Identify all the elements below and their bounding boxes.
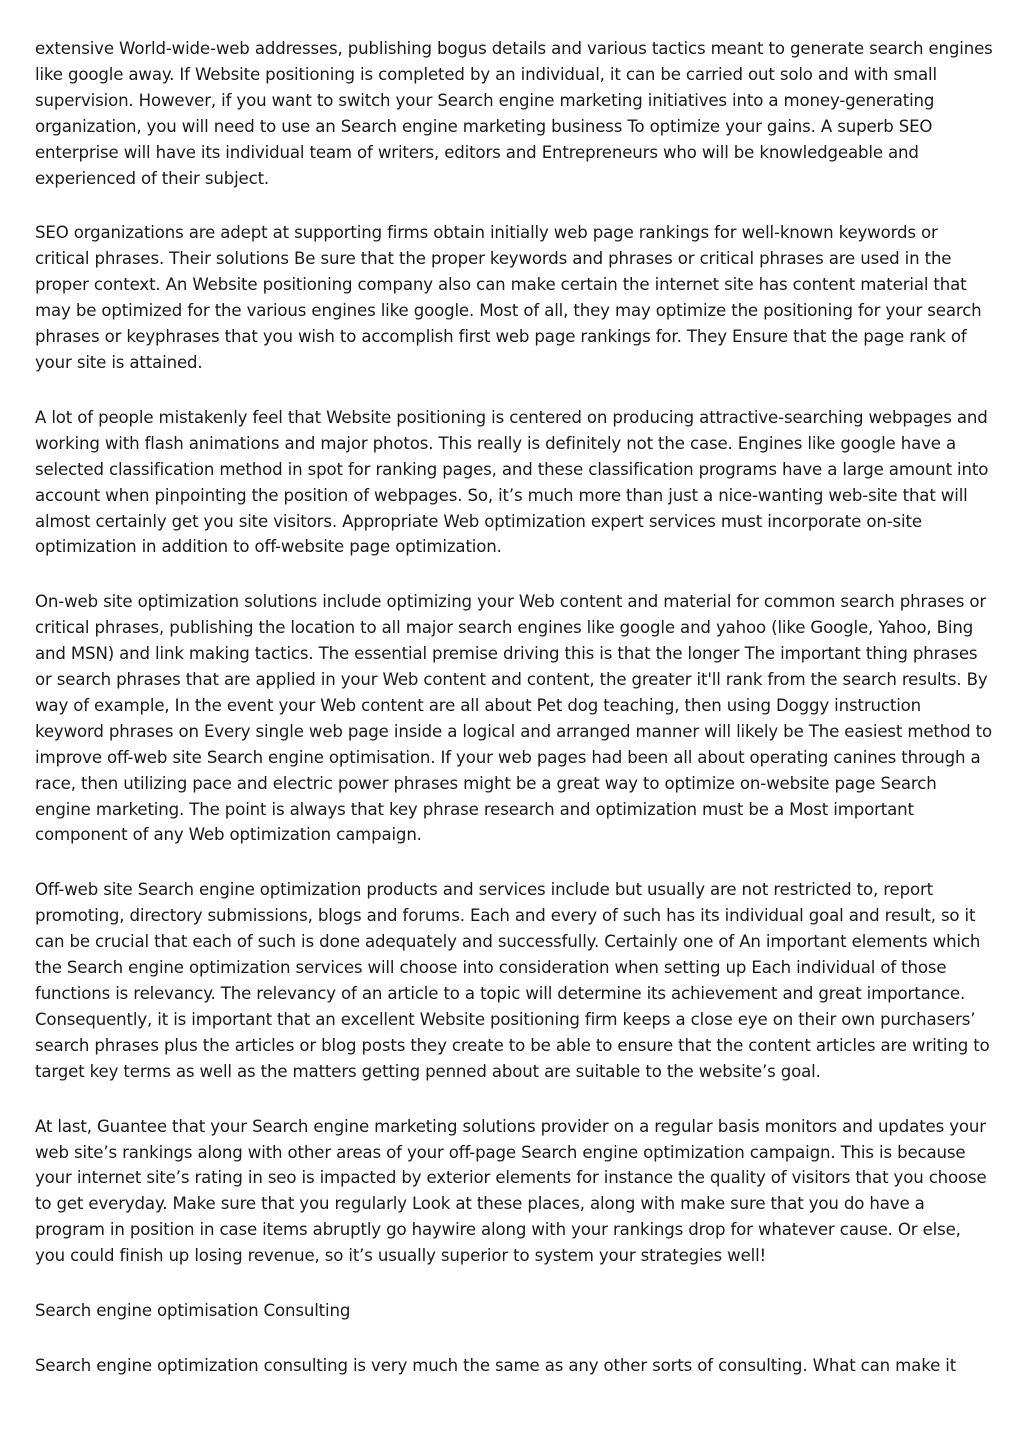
section-heading: Search engine optimisation Consulting xyxy=(35,1301,351,1321)
paragraph-1: extensive World-wide-web addresses, publishing bogus details and various tactics meant to generate search engines like google away. If Website positioning is completed by an individual, it can be carried out solo and with small supervision. However, if you want to switch your Search engine marketing initiatives into a money-generating organization, you will need to use an Search engine marketing business To optimize your gains. A superb SEO enterprise will have its individual team of writers, editors and Entrepreneurs who will be knowledgeable and experienced of their subject. xyxy=(35,39,993,188)
paragraph-3: A lot of people mistakenly feel that Website positioning is centered on producing attractive-searching webpages and working with flash animations and major photos. This really is definitely not the case. Engines like google have a selected classification method in spot for ranking pages, and these classification programs have a large amount into account when pinpointing the position of webpages. So, it’s much more than just a nice-wanting web-site that will almost certainly get you site visitors. Appropriate Web optimization expert services must incorporate on-site optimization in addition to off-website page optimization. xyxy=(35,407,989,557)
paragraph-final: Search engine optimization consulting is very much the same as any other sorts of consulting. What can make it xyxy=(35,1355,957,1375)
paragraph-6: At last, Guantee that your Search engine marketing solutions provider on a regular basis monitors and updates your web site’s rankings along with other areas of your off-page Search engine optimization campaign. This is because your internet site’s rating in seo is impacted by exterior elements for instance the quality of visitors that you choose to get everyday. Make sure that you regularly Look at these places, along with make sure that you do have a program in position in case items abruptly go haywire along with your rankings drop for whatever cause. Or else, you could finish up losing revenue, so it’s usually superior to system your strategies well! xyxy=(35,1116,987,1266)
paragraph-5: Off-web site Search engine optimization products and services include but usually are not restricted to, report promoting, directory submissions, blogs and forums. Each and every of such has its individual goal and result, so it can be crucial that each of such is done adequately and successfully. Certainly one of An important elements which the Search engine optimization services will choose into consideration when setting up Each individual of those functions is relevancy. The relevancy of an article to a topic will determine its achievement and great importance. Consequently, it is important that an excellent Website positioning firm keeps a close eye on their own purchasers’ search phrases plus the articles or blog posts they create to be able to ensure that the content articles are writing to target key terms as well as the matters getting penned about are suitable to the website’s goal. xyxy=(35,880,990,1081)
paragraph-2: SEO organizations are adept at supporting firms obtain initially web page rankings for well-known keywords or critical phrases. Their solutions Be sure that the proper keywords and phrases or critical phrases are used in the proper context. An Website positioning company also can make certain the internet site has content material that may be optimized for the various engines like google. Most of all, they may optimize the positioning for your search phrases or keyphrases that you wish to accomplish first web page rankings for. They Ensure that the page rank of your site is attained. xyxy=(35,223,982,372)
paragraph-4: On-web site optimization solutions include optimizing your Web content and material for common search phrases or critical phrases, publishing the location to all major search engines like google and yahoo (like Google, Yahoo, Bing and MSN) and link making tactics. The essential premise driving this is that the longer The important thing phrases or search phrases that are applied in your Web content and content, the greater it'll rank from the search results. By way of example, In the event your Web content are all about Pet dog teaching, then using Doggy instruction keyword phrases on Every single web page inside a logical and arranged manner will likely be The easiest method to improve off-web site Search engine optimisation. If your web pages had been all about operating canines through a race, then utilizing pace and electric power phrases might be a great way to optimize on-website page Search engine marketing. The point is always that key phrase research and optimization must be a Most important component of any Web optimization campaign. xyxy=(35,592,993,845)
document-page xyxy=(35,36,993,1408)
